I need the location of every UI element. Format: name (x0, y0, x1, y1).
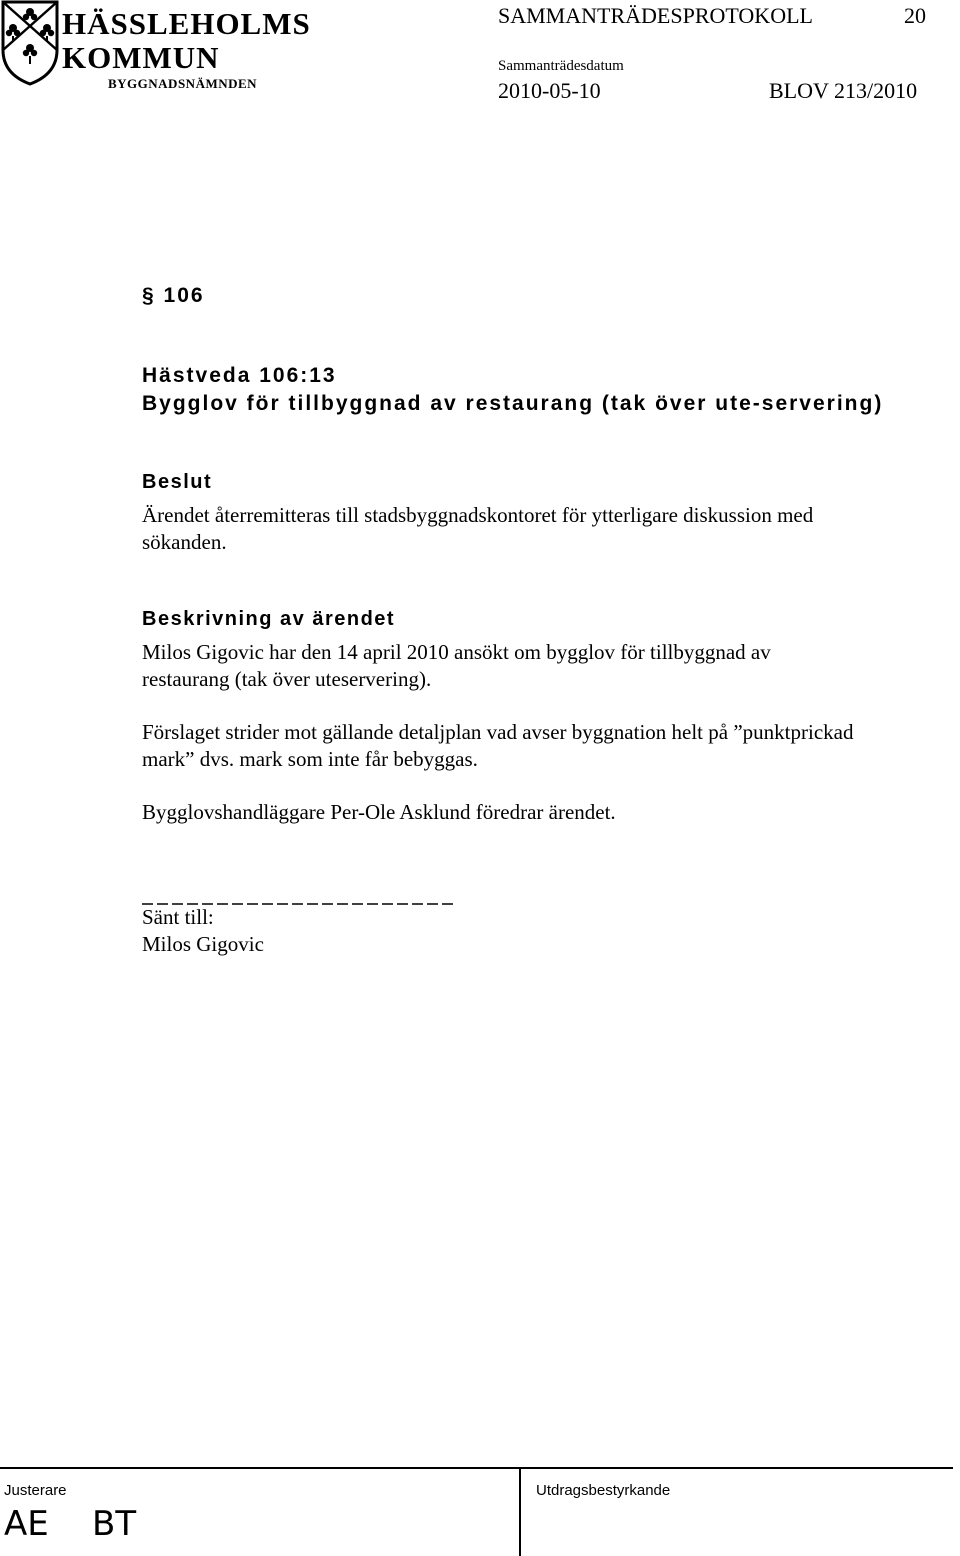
decision-text-line: sökanden. (142, 530, 227, 554)
extract-certification-label: Utdragsbestyrkande (536, 1482, 671, 1499)
case-property: Hästveda 106:13 (142, 364, 337, 387)
paragraph-number: § 106 (142, 284, 205, 307)
description-text-line: mark” dvs. mark som inte får bebyggas. (142, 747, 478, 771)
presenter-text: Bygglovshandläggare Per-Ole Asklund föredrar ärendet. (142, 800, 616, 824)
logo-name-line2: KOMMUN (62, 40, 220, 75)
coat-of-arms-icon (0, 0, 60, 86)
description-text-line: Milos Gigovic har den 14 april 2010 ansökt om bygglov för tillbyggnad av (142, 640, 771, 664)
meeting-date-label: Sammanträdesdatum (498, 58, 624, 74)
footer-column-divider (519, 1467, 521, 1556)
meeting-date: 2010-05-10 (498, 78, 601, 103)
footer-divider (0, 1467, 953, 1469)
description-text-line: Förslaget strider mot gällande detaljplan vad avser byggnation helt på ”punktprickad (142, 720, 854, 744)
logo-department: BYGGNADSNÄMNDEN (108, 76, 258, 91)
page-number: 20 (904, 3, 926, 28)
description-heading: Beskrivning av ärendet (142, 608, 396, 630)
case-subject: Bygglov för tillbyggnad av restaurang (tak över ute-servering) (142, 392, 884, 415)
sent-to-label: Sänt till: (142, 905, 214, 929)
decision-heading: Beslut (142, 471, 213, 493)
municipality-logo (0, 0, 311, 92)
signature-line (142, 892, 456, 906)
sent-to-recipient: Milos Gigovic (142, 932, 264, 956)
adjusters-label: Justerare (4, 1482, 67, 1499)
description-text-line: restaurang (tak över uteservering). (142, 667, 432, 691)
logo-name-line1: HÄSSLEHOLMS (62, 6, 311, 41)
protocol-title: SAMMANTRÄDESPROTOKOLL (498, 3, 813, 28)
decision-text-line: Ärendet återremitteras till stadsbyggnadskontoret för ytterligare diskussion med (142, 503, 814, 527)
adjuster-initials: AE (4, 1504, 49, 1544)
case-reference: BLOV 213/2010 (769, 78, 918, 103)
adjuster-initials: BT (92, 1504, 137, 1544)
